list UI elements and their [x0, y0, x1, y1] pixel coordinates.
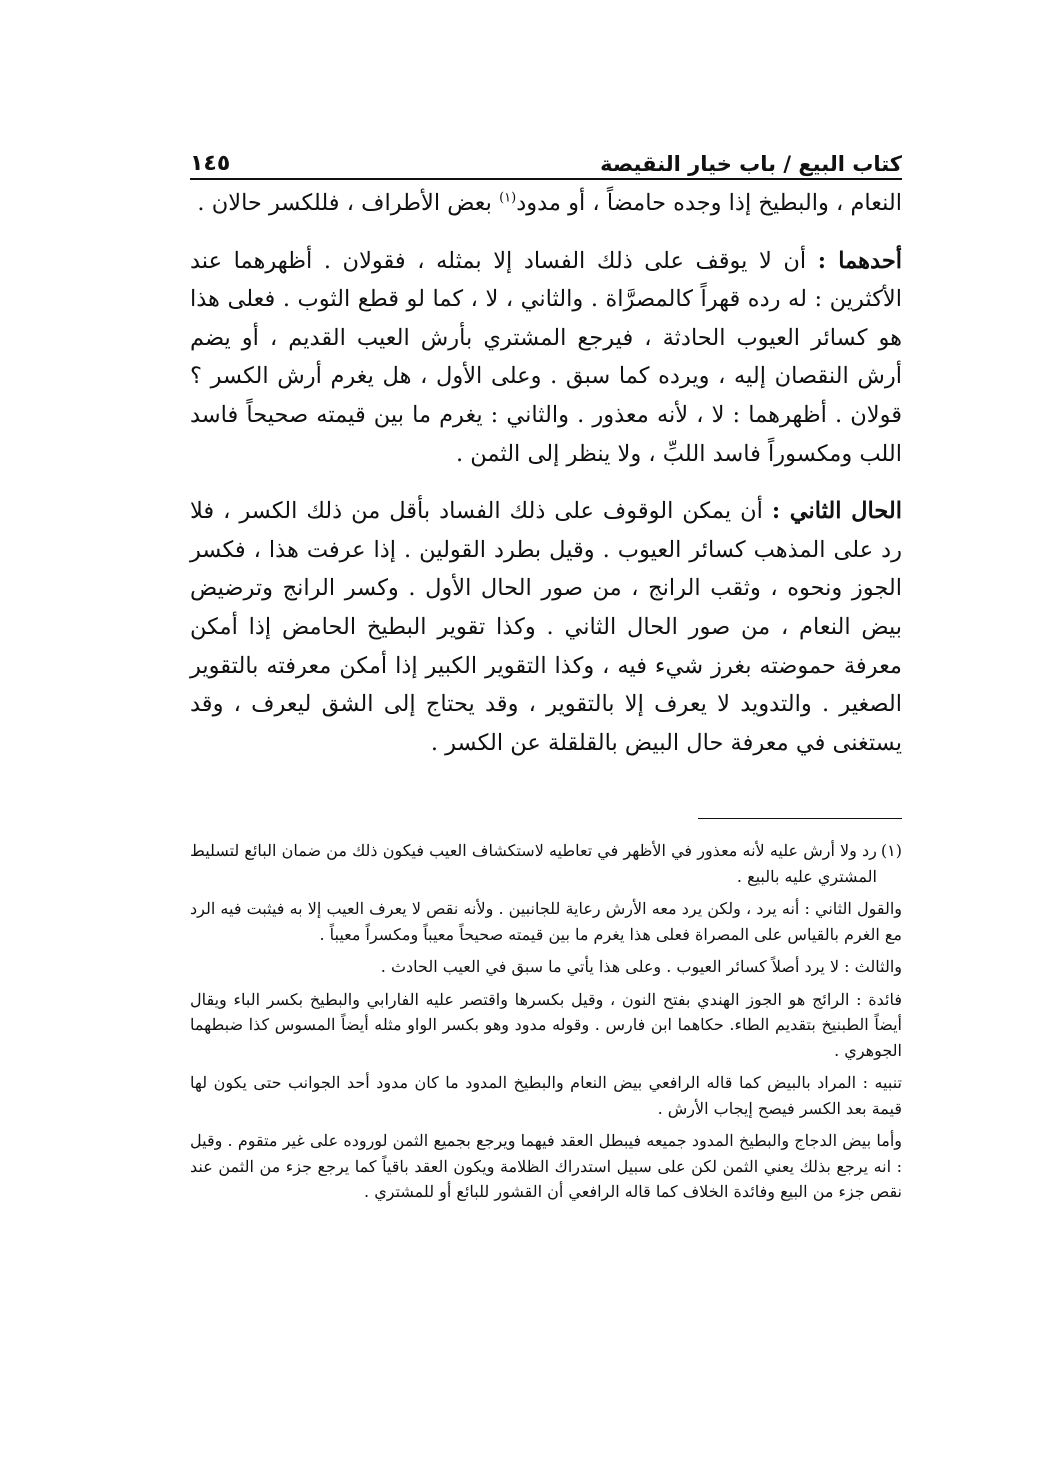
- paragraph-2: [190, 242, 902, 474]
- paragraph-1-text-b: بعض الأطراف ، فللكسر حالان .: [197, 190, 500, 216]
- page-number: ١٤٥: [190, 151, 231, 176]
- footnote-1-final: وأما بيض الدجاج والبطيخ المدود جميعه فيبطل العقد فيهما ويرجع بجميع الثمن لوروده على غير متقوم . وقيل : انه يرجع بذلك يعني الثمن لكن على سبيل استدراك الظلامة ويكون العقد باقياً كما يرجع جزء من الثمن عند نقص جزء من البيع وفائدة الخلاف كما قاله الرافعي أن القشور للبائع أو للمشتري .: [190, 1131, 902, 1201]
- footnote-1-benefit: فائدة : الرائج هو الجوز الهندي بفتح النون ، وقيل بكسرها واقتصر عليه الفارابي والبطيخ بكسر الباء ويقال أيضاً الطبنيخ بتقديم الطاء. حكاهما ابن فارس . وقوله مدود وهو بكسر الواو مثله أيضاً المسوس كذا ضبطهما الجوهري .: [190, 989, 902, 1060]
- footnotes: [190, 838, 902, 1212]
- footnote-1-text: رد ولا أرش عليه لأنه معذور في الأظهر في تعاطيه لاستكشاف العيب فيكون ذلك من ضمان البائع لتسليط المشتري عليه بالبيع .: [190, 841, 877, 886]
- paragraph-1: [190, 184, 902, 223]
- main-text: [190, 184, 902, 762]
- footnote-1-third-opinion: والثالث : لا يرد أصلاً كسائر العيوب . وعلى هذا يأتي ما سبق في العيب الحادث .: [380, 957, 902, 976]
- footnote-1-second-opinion: والقول الثاني : أنه يرد ، ولكن يرد معه الأرش رعاية للجانبين . ولأنه نقص لا يعرف العيب إلا به فيثبت فيه الرد مع الغرم بالقياس على المصراة فعلى هذا يغرم ما بين قيمته صحيحاً معيباً ومكسراً معيباً .: [190, 899, 902, 944]
- footnote-separator: [698, 818, 902, 819]
- footnote-ref-1: (١): [499, 190, 517, 206]
- footnote-1-notice: تنبيه : المراد بالبيض كما قاله الرافعي بيض النعام والبطيخ المدود ما كان مدود أحد الجوانب حتى يكون لها قيمة بعد الكسر فيصح إيجاب الأرش .: [190, 1073, 902, 1118]
- header-rule: [190, 178, 902, 180]
- paragraph-1-text-a: النعام ، والبطيخ إذا وجده حامضاً ، أو مدود: [516, 190, 902, 216]
- paragraph-3-lead: الحال الثاني :: [771, 498, 902, 525]
- page-header: [190, 136, 902, 176]
- paragraph-3: [190, 492, 902, 762]
- paragraph-3-text: أن يمكن الوقوف على ذلك الفساد بأقل من ذلك الكسر ، فلا رد على المذهب كسائر العيوب . وقيل بطرد القولين . إذا عرفت هذا ، فكسر الجوز ونحوه ، وثقب الرانج ، من صور الحال الأول . وكسر الرانج وترضيض بيض النعام ، من صور الحال الثاني . وكذا تقوير البطيخ الحامض إذا أمكن معرفة حموضته بغرز شيء فيه ، وكذا التقوير الكبير إذا أمكن معرفته بالتقوير الصغير . والتدويد لا يعرف إلا بالتقوير ، وقد يحتاج إلى الشق ليعرف ، وقد يستغنى في معرفة حال البيض بالقلقلة عن الكسر .: [190, 498, 902, 756]
- running-title: كتاب البيع / باب خيار النقيصة: [600, 152, 902, 176]
- paragraph-2-text: أن لا يوقف على ذلك الفساد إلا بمثله ، فقولان . أظهرهما عند الأكثرين : له رده قهراً كالمصرَّاة . والثاني ، لا ، كما لو قطع الثوب . فعلى هذا هو كسائر العيوب الحادثة ، فيرجع المشتري بأرش العيب القديم ، أو يضم أرش النقصان إليه ، ويرده كما سبق . وعلى الأول ، هل يغرم أرش الكسر ؟ قولان . أظهرهما : لا ، لأنه معذور . والثاني : يغرم ما بين قيمته صحيحاً فاسد اللب ومكسوراً فاسد اللبِّ ، ولا ينظر إلى الثمن .: [190, 247, 902, 467]
- footnote-1-marker: (١): [880, 841, 902, 860]
- paragraph-2-lead: أحدهما :: [817, 247, 902, 274]
- footnote-1: [190, 838, 902, 889]
